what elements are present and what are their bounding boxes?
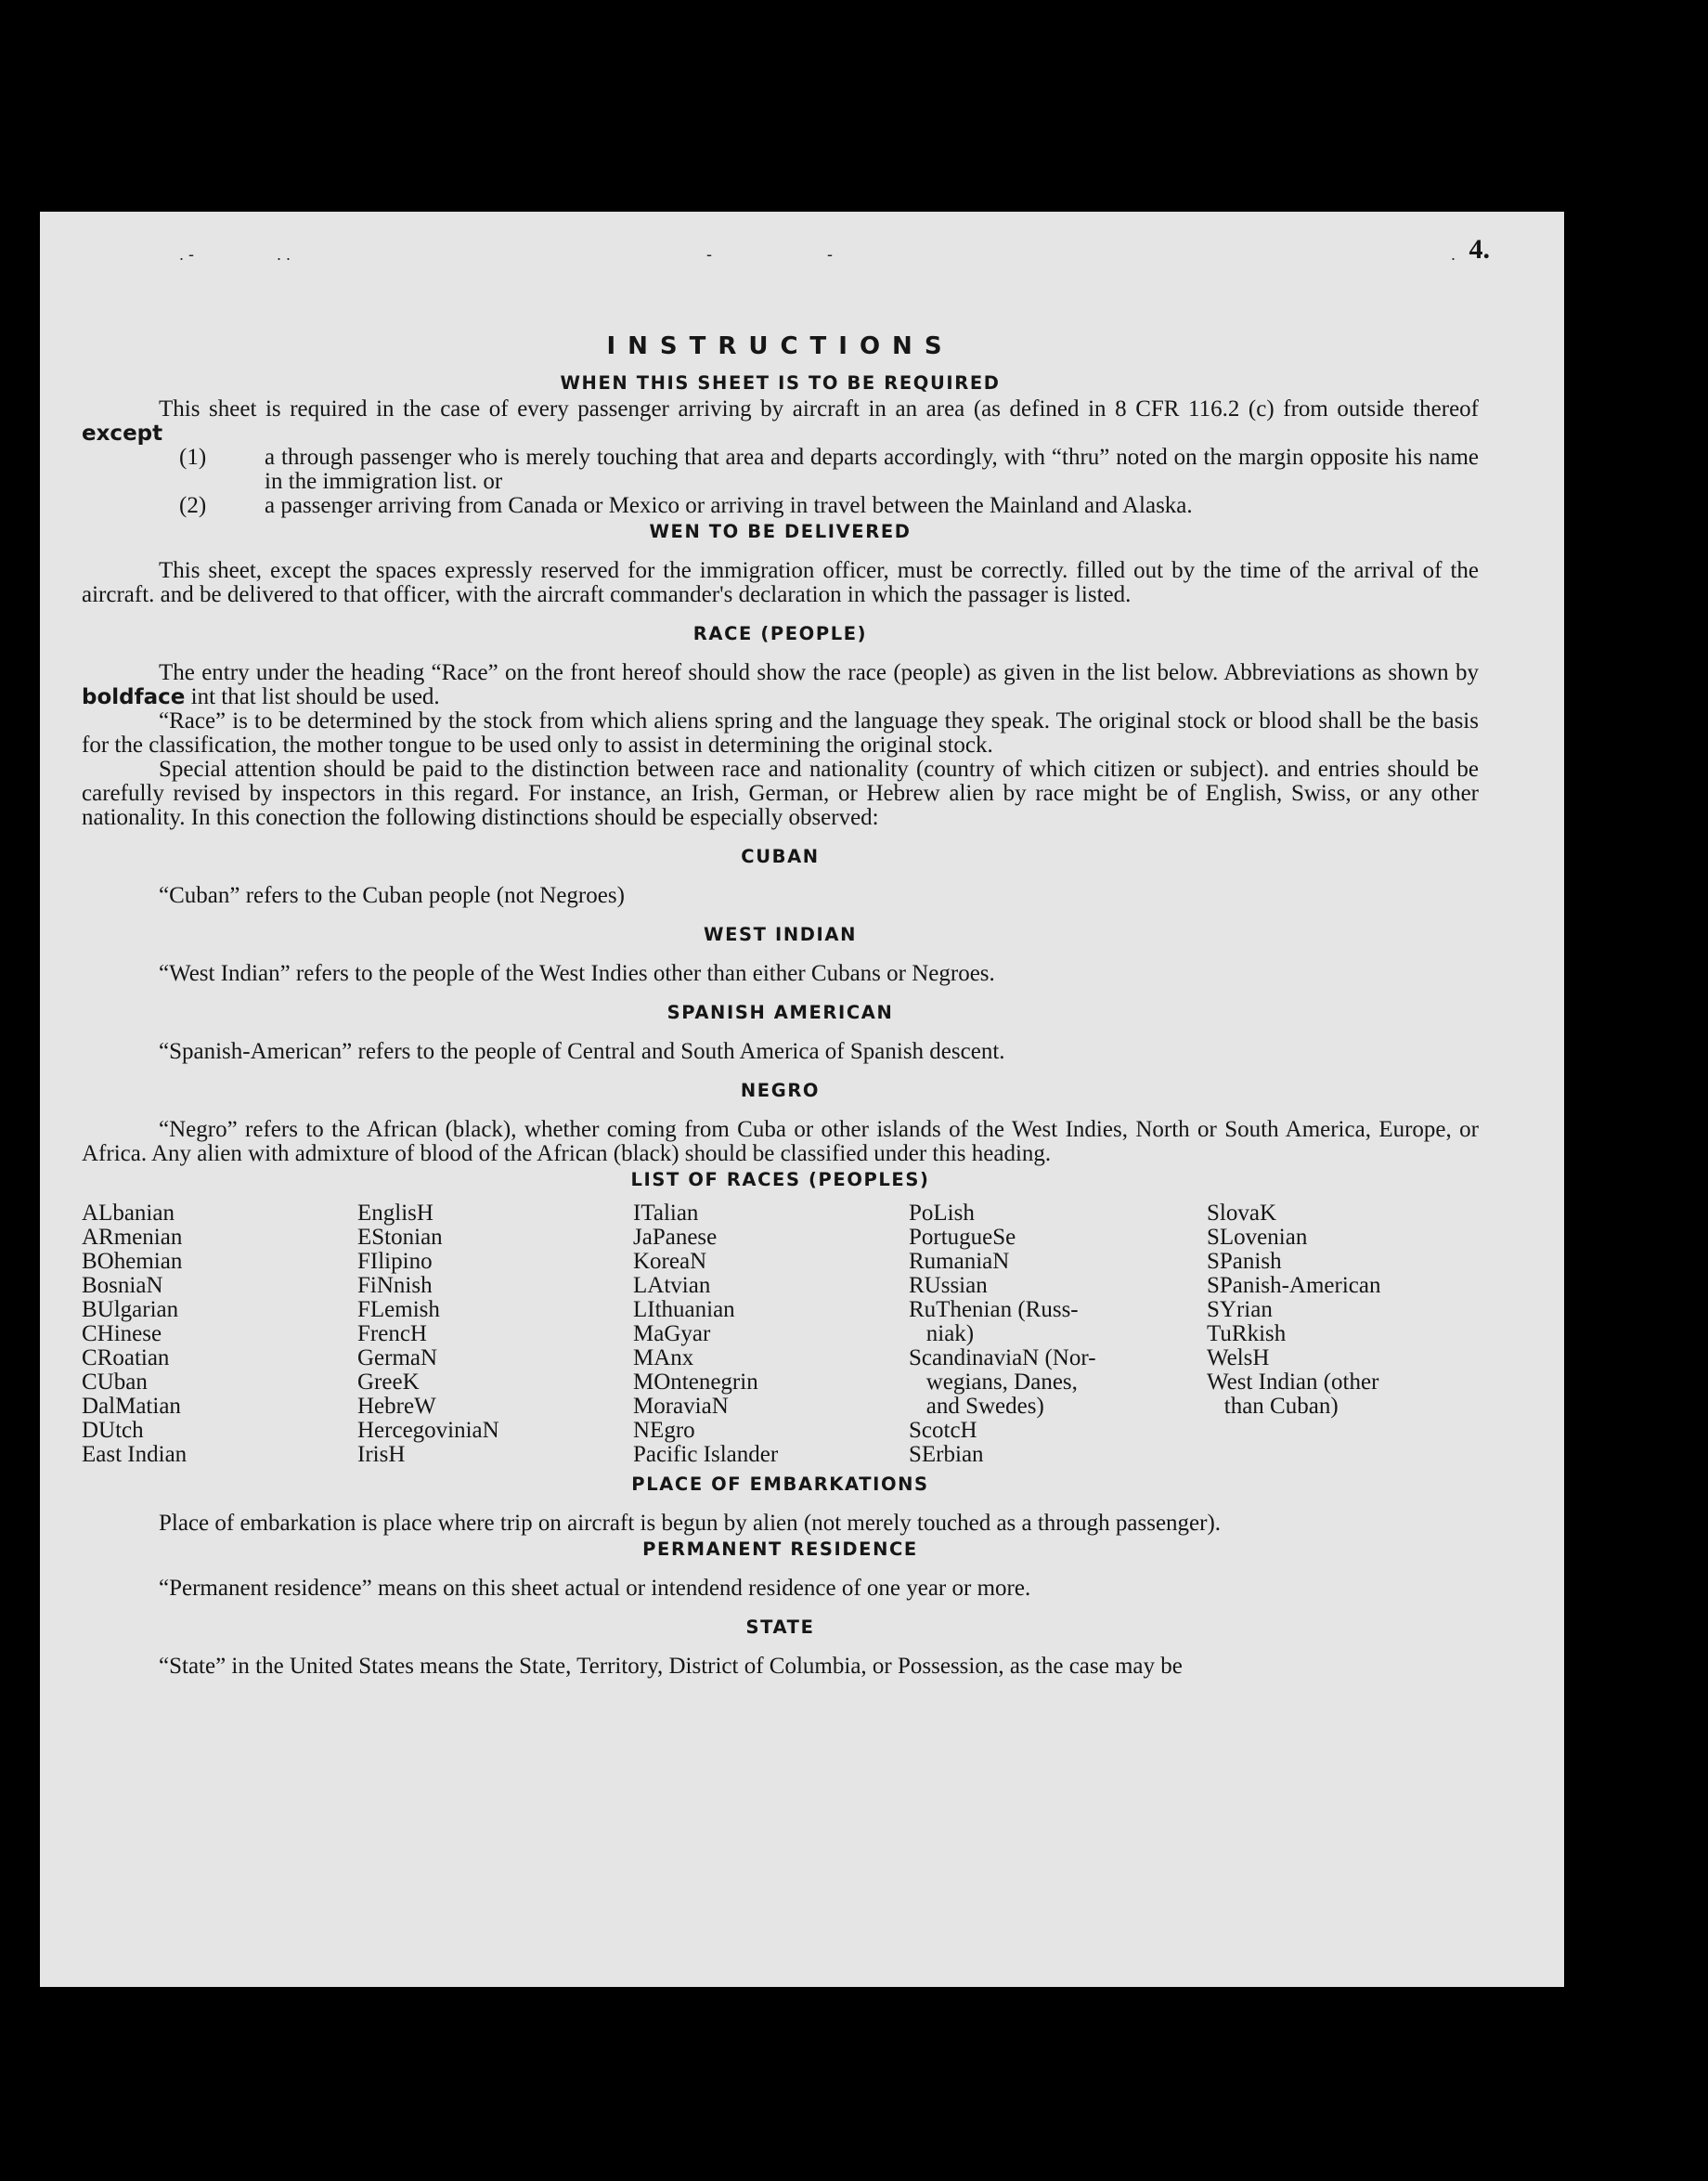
permanent-residence-text: “Permanent residence” means on this sheet actual or intendend residence of one year or more. bbox=[159, 1576, 1031, 1601]
race-paragraph-1: The entry under the heading “Race” on the front hereof should show the race (people) as given in the list below. Abbreviations as shown by boldface int that list should be used. bbox=[82, 660, 1479, 709]
race-entry: RUssian bbox=[909, 1273, 988, 1298]
race-entry: FiNnish bbox=[357, 1273, 433, 1298]
race-entry: BosniaN bbox=[82, 1273, 163, 1298]
heading-spanish-american: SPANISH AMERICAN bbox=[666, 1002, 894, 1023]
race-paragraph-2: “Race” is to be determined by the stock from which aliens spring and the language they speak. The original stock or blood shall be the basis for the classification, the mother tongue to be used only to assist in determining the original stock. bbox=[82, 708, 1479, 758]
race-entry: CRoatian bbox=[82, 1345, 170, 1370]
race-entry: SlovaK bbox=[1207, 1201, 1276, 1226]
race-entry: ScotcH bbox=[909, 1418, 977, 1443]
race-entry: and Swedes) bbox=[909, 1394, 1044, 1419]
west-indian-text: “West Indian” refers to the people of the West Indies other than either Cubans or Negroes. bbox=[159, 961, 995, 986]
race-entry: FrencH bbox=[357, 1321, 427, 1346]
races-column-5 bbox=[1207, 1201, 1380, 1419]
races-column-4 bbox=[909, 1201, 1096, 1467]
scan-marks: . - . . - - . bbox=[179, 245, 1456, 264]
race-entry: West Indian (other bbox=[1207, 1370, 1379, 1395]
race-entry: BUlgarian bbox=[82, 1297, 179, 1322]
document-sheet bbox=[40, 212, 1564, 1987]
race-entry: MaGyar bbox=[633, 1321, 711, 1346]
race-entry: CUban bbox=[82, 1370, 148, 1395]
heading-when-required: WHEN THIS SHEET IS TO BE REQUIRED bbox=[560, 372, 1001, 394]
race-entry: FIlipino bbox=[357, 1249, 433, 1274]
race-entry: Pacific Islander bbox=[633, 1442, 779, 1467]
state-text: “State” in the United States means the State, Territory, District of Columbia, or Possession, as the case may be bbox=[159, 1654, 1183, 1679]
race-entry: SLovenian bbox=[1207, 1225, 1308, 1250]
race-entry: JaPanese bbox=[633, 1225, 718, 1250]
cuban-text: “Cuban” refers to the Cuban people (not Negroes) bbox=[159, 883, 625, 908]
heading-cuban: CUBAN bbox=[741, 846, 820, 867]
race-entry: SPanish-American bbox=[1207, 1273, 1381, 1298]
race-entry: BOhemian bbox=[82, 1249, 183, 1274]
when-delivered-text: This sheet, except the spaces expressly reserved for the immigration officer, must be correctly. filled out by the time of the arrival of the aircraft. and be delivered to that officer, with the aircraft commander's declaration in which the passager is listed. bbox=[82, 558, 1479, 607]
race-entry: PortugueSe bbox=[909, 1225, 1016, 1250]
race-entry: MoraviaN bbox=[633, 1394, 729, 1419]
race-entry: ITalian bbox=[633, 1201, 699, 1226]
race-entry: niak) bbox=[909, 1321, 975, 1346]
race-entry: WelsH bbox=[1207, 1345, 1270, 1370]
race-entry: KoreaN bbox=[633, 1249, 707, 1274]
heading-when-delivered: WEN TO BE DELIVERED bbox=[649, 521, 912, 542]
race-entry: PoLish bbox=[909, 1201, 975, 1226]
boldface-emphasis: boldface bbox=[82, 685, 186, 709]
heading-place-of-embarkation: PLACE OF EMBARKATIONS bbox=[631, 1473, 929, 1495]
races-column-1 bbox=[82, 1201, 187, 1467]
spanish-american-text: “Spanish-American” refers to the people of Central and South America of Spanish descent. bbox=[159, 1039, 1005, 1064]
race-entry: MOntenegrin bbox=[633, 1370, 758, 1395]
race-entry: LAtvian bbox=[633, 1273, 711, 1298]
races-column-2 bbox=[357, 1201, 499, 1467]
race-entry: MAnx bbox=[633, 1345, 694, 1370]
race-entry: ScandinaviaN (Nor- bbox=[909, 1345, 1096, 1370]
race-entry: LIthuanian bbox=[633, 1297, 735, 1322]
heading-permanent-residence: PERMANENT RESIDENCE bbox=[642, 1538, 918, 1560]
exception-item-1: (1) a through passenger who is merely touching that area and departs accordingly, with “thru” noted on the margin opposite his name in the immigration list. or bbox=[179, 445, 1479, 494]
race-entry: DUtch bbox=[82, 1418, 144, 1443]
race-entry: RuThenian (Russ- bbox=[909, 1297, 1079, 1322]
race-entry: HercegoviniaN bbox=[357, 1418, 499, 1443]
race-entry: CHinese bbox=[82, 1321, 162, 1346]
page-number: 4. bbox=[1469, 234, 1490, 265]
heading-list-of-races: LIST OF RACES (PEOPLES) bbox=[630, 1169, 930, 1190]
heading-west-indian: WEST INDIAN bbox=[704, 924, 857, 945]
race-entry: TuRkish bbox=[1207, 1321, 1287, 1346]
heading-state: STATE bbox=[745, 1616, 815, 1638]
heading-race: RACE (PEOPLE) bbox=[692, 623, 868, 644]
race-entry: than Cuban) bbox=[1207, 1394, 1339, 1419]
race-entry: SErbian bbox=[909, 1442, 984, 1467]
instructions-content bbox=[82, 332, 1479, 1679]
race-entry: DalMatian bbox=[82, 1394, 181, 1419]
race-entry: NEgro bbox=[633, 1418, 695, 1443]
race-entry: GermaN bbox=[357, 1345, 438, 1370]
race-entry: wegians, Danes, bbox=[909, 1370, 1078, 1395]
race-entry: HebreW bbox=[357, 1394, 436, 1419]
race-entry: GreeK bbox=[357, 1370, 420, 1395]
race-entry: RumaniaN bbox=[909, 1249, 1010, 1274]
except-emphasis: except bbox=[82, 422, 163, 446]
race-entry: SPanish bbox=[1207, 1249, 1282, 1274]
race-entry: SYrian bbox=[1207, 1297, 1273, 1322]
races-column-3 bbox=[633, 1201, 778, 1467]
race-paragraph-3: Special attention should be paid to the distinction between race and nationality (country of which citizen or subject). and entries should be carefully revised by inspectors in this regard. For instance, an Irish, German, or Hebrew alien by race might be of English, Swiss, or any other nationality. In this conection the following distinctions should be especially observed: bbox=[82, 757, 1479, 830]
race-entry: FLemish bbox=[357, 1297, 440, 1322]
race-entry: EStonian bbox=[357, 1225, 443, 1250]
when-required-intro: This sheet is required in the case of every passenger arriving by aircraft in an area (as defined in 8 CFR 116.2 (c) from outside thereof except bbox=[82, 396, 1479, 446]
race-entry: ALbanian bbox=[82, 1201, 175, 1226]
exception-item-2: (2) a passenger arriving from Canada or Mexico or arriving in travel between the Mainland and Alaska. bbox=[179, 493, 1193, 518]
embarkation-text: Place of embarkation is place where trip on aircraft is begun by alien (not merely touched as a through passenger). bbox=[159, 1511, 1222, 1536]
races-list bbox=[82, 1201, 1479, 1471]
race-entry: East Indian bbox=[82, 1442, 188, 1467]
negro-text: “Negro” refers to the African (black), whether coming from Cuba or other islands of the West Indies, North or South America, Europe, or Africa. Any alien with admixture of blood of the African (black) should be classified under this heading. bbox=[82, 1117, 1479, 1166]
race-entry: IrisH bbox=[357, 1442, 406, 1467]
heading-negro: NEGRO bbox=[740, 1080, 821, 1101]
page-title: INSTRUCTIONS bbox=[606, 332, 954, 360]
race-entry: ARmenian bbox=[82, 1225, 183, 1250]
race-entry: EnglisH bbox=[357, 1201, 433, 1226]
